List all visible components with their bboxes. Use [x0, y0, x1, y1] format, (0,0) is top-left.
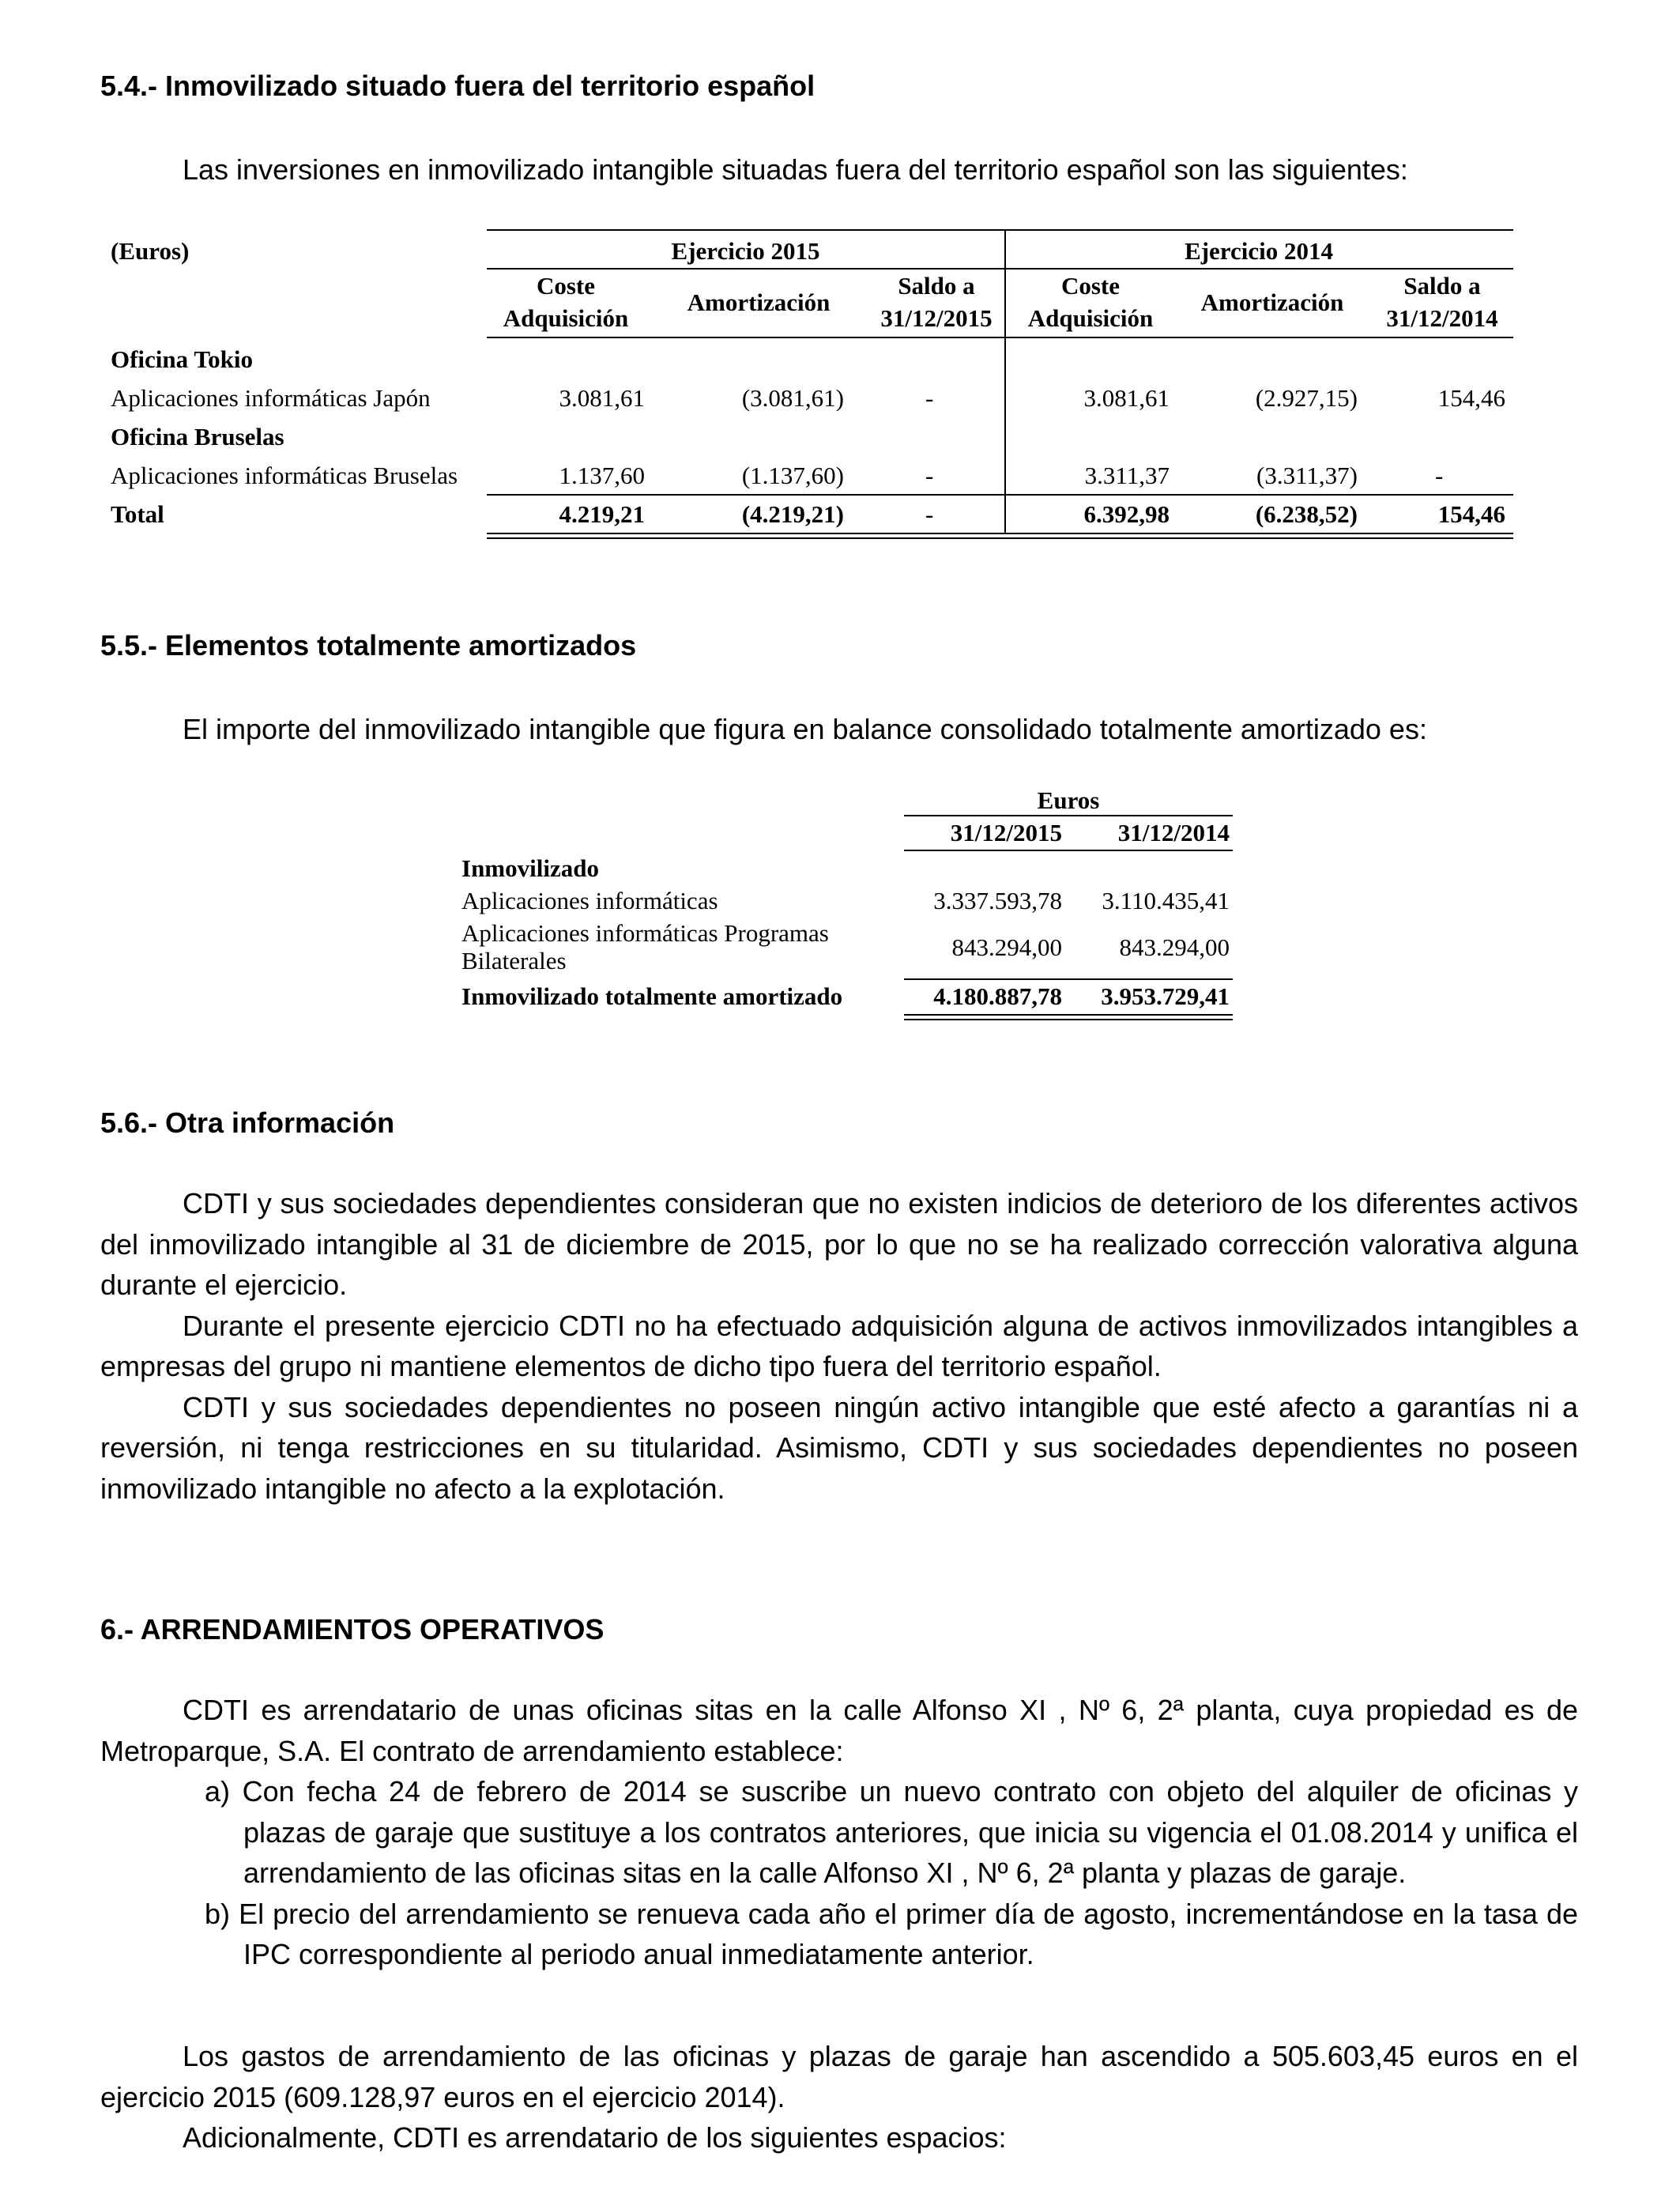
- table-rule: [904, 1019, 1233, 1020]
- table-rule: [904, 978, 1233, 980]
- cell-coste-2014: 3.311,37: [1084, 462, 1170, 489]
- cell-2014: 843.294,00: [1119, 933, 1230, 961]
- col-header-amortizacion: Amortización: [687, 288, 831, 316]
- row-label: Bilaterales: [461, 947, 567, 974]
- row-label: Aplicaciones informáticas Programas: [461, 919, 829, 947]
- cell-coste-2015: 3.081,61: [559, 384, 645, 412]
- table-rule: [487, 494, 1513, 496]
- cell-amort-2014: (2.927,15): [1255, 384, 1358, 412]
- cell-coste-2015: 1.137,60: [559, 462, 645, 489]
- cell-2014: 3.110.435,41: [1102, 887, 1230, 914]
- group-header-2014: Ejercicio 2014: [1185, 237, 1333, 265]
- cell-saldo-2015: -: [925, 500, 934, 528]
- col-header-saldo: Saldo a: [898, 272, 975, 300]
- cell-saldo-2014: 154,46: [1437, 384, 1505, 412]
- table-rule: [487, 229, 1513, 231]
- col-header-2014: 31/12/2014: [1117, 819, 1230, 846]
- total-label: Inmovilizado totalmente amortizado: [461, 982, 843, 1010]
- cell-amort-2015: (4.219,21): [741, 500, 844, 528]
- col-header-2015: 31/12/2015: [950, 819, 1062, 846]
- cell-amort-2015: (1.137,60): [741, 462, 844, 489]
- section-heading-6: 6.- ARRENDAMIENTOS OPERATIVOS: [100, 1613, 605, 1646]
- section-heading-5-6: 5.6.- Otra información: [100, 1106, 395, 1139]
- group-header-2015: Ejercicio 2015: [671, 237, 820, 265]
- table-rule: [904, 815, 1233, 816]
- col-header-saldo: 31/12/2015: [880, 304, 993, 332]
- cell-2015: 4.180.887,78: [933, 982, 1062, 1010]
- col-header-coste: Coste: [536, 272, 596, 300]
- row-label: Aplicaciones informáticas Japón: [111, 384, 431, 412]
- table-unit: (Euros): [111, 237, 190, 265]
- cell-amort-2014: (3.311,37): [1256, 462, 1358, 489]
- row-label: Aplicaciones informáticas: [461, 887, 718, 914]
- fully-amortized-table: [461, 786, 1236, 1023]
- paragraph: Los gastos de arrendamiento de las oficinas y plazas de garaje han ascendido a 505.603,45 euros en el ejercicio 2015 (609.128,97 euros en el ejercicio 2014).: [100, 2040, 1578, 2113]
- table-unit: Euros: [1037, 786, 1100, 814]
- section-body-5-6: [100, 1183, 1578, 1509]
- table-rule: [487, 337, 1513, 338]
- contract-terms-list: [100, 1771, 1578, 1975]
- section-heading-5-4: 5.4.- Inmovilizado situado fuera del territorio español: [100, 70, 816, 102]
- section-label: Inmovilizado: [461, 854, 599, 882]
- section-intro-5-5: El importe del inmovilizado intangible que figura en balance consolidado totalmente amortizado es:: [183, 713, 1427, 745]
- cell-coste-2014: 6.392,98: [1083, 500, 1170, 528]
- paragraph: Durante el presente ejercicio CDTI no ha efectuado adquisición alguna de activos inmovilizados intangibles a empresas del grupo ni mantiene elementos de dicho tipo fuera del territorio español.: [100, 1309, 1578, 1382]
- section-label: Oficina Tokio: [111, 345, 254, 373]
- table-rule: [487, 537, 1513, 539]
- table-rule: [487, 268, 1513, 270]
- cell-2015: 843.294,00: [951, 933, 1062, 961]
- col-header-saldo: Saldo a: [1403, 272, 1481, 300]
- section-label: Oficina Bruselas: [111, 423, 284, 450]
- list-item: a) Con fecha 24 de febrero de 2014 se suscribe un nuevo contrato con objeto del alquiler de oficinas y plazas de garaje que sustituye a los contratos anteriores, que inicia su vigencia el 01.08.2014 y unifica el arrendamiento de las oficinas sitas en la calle Alfonso XI , Nº 6, 2ª planta y plazas de garaje.: [205, 1775, 1578, 1889]
- table-rule: [904, 1014, 1233, 1016]
- cell-saldo-2015: -: [925, 384, 934, 412]
- table-rule: [904, 850, 1233, 851]
- cell-coste-2015: 4.219,21: [559, 500, 645, 528]
- total-label: Total: [111, 500, 164, 528]
- paragraph: Adicionalmente, CDTI es arrendatario de los siguientes espacios:: [183, 2121, 1007, 2154]
- cell-saldo-2014: -: [1435, 462, 1444, 489]
- cell-saldo-2014: 154,46: [1437, 500, 1505, 528]
- col-header-coste: Adquisición: [1027, 304, 1154, 332]
- cell-amort-2015: (3.081,61): [741, 384, 844, 412]
- cell-2015: 3.337.593,78: [933, 887, 1062, 914]
- col-header-coste: Adquisición: [503, 304, 629, 332]
- section-body-6: [100, 2036, 1578, 2158]
- section-heading-5-5: 5.5.- Elementos totalmente amortizados: [100, 629, 637, 662]
- list-item: b) El precio del arrendamiento se renueva cada año el primer día de agosto, incrementándose en la tasa de IPC correspondiente al periodo anual inmediatamente anterior.: [205, 1897, 1578, 1970]
- cell-saldo-2015: -: [925, 462, 934, 489]
- paragraph: CDTI y sus sociedades dependientes consideran que no existen indicios de deterioro de los diferentes activos del inmovilizado intangible al 31 de diciembre de 2015, por lo que no se ha realizado corrección valorativa alguna durante el ejercicio.: [100, 1187, 1578, 1301]
- table-rule: [487, 533, 1513, 534]
- foreign-assets-table: [111, 229, 1513, 545]
- col-header-amortizacion: Amortización: [1200, 288, 1344, 316]
- cell-coste-2014: 3.081,61: [1083, 384, 1170, 412]
- col-header-coste: Coste: [1060, 272, 1121, 300]
- section-intro-5-4: Las inversiones en inmovilizado intangible situadas fuera del territorio español son las siguientes:: [183, 153, 1408, 186]
- row-label: Aplicaciones informáticas Bruselas: [111, 462, 458, 489]
- paragraph: CDTI es arrendatario de unas oficinas sitas en la calle Alfonso XI , Nº 6, 2ª planta, cuya propiedad es de Metroparque, S.A. El contrato de arrendamiento establece:: [100, 1694, 1578, 1767]
- col-header-saldo: 31/12/2014: [1386, 304, 1498, 332]
- section-intro-6: [100, 1690, 1578, 1771]
- paragraph: CDTI y sus sociedades dependientes no poseen ningún activo intangible que esté afecto a garantías ni a reversión, ni tenga restricciones en su titularidad. Asimismo, CDTI y sus sociedades dependientes no poseen inmovilizado intangible no afecto a la explotación.: [100, 1390, 1578, 1505]
- cell-amort-2014: (6.238,52): [1255, 500, 1358, 528]
- cell-2014: 3.953.729,41: [1101, 982, 1230, 1010]
